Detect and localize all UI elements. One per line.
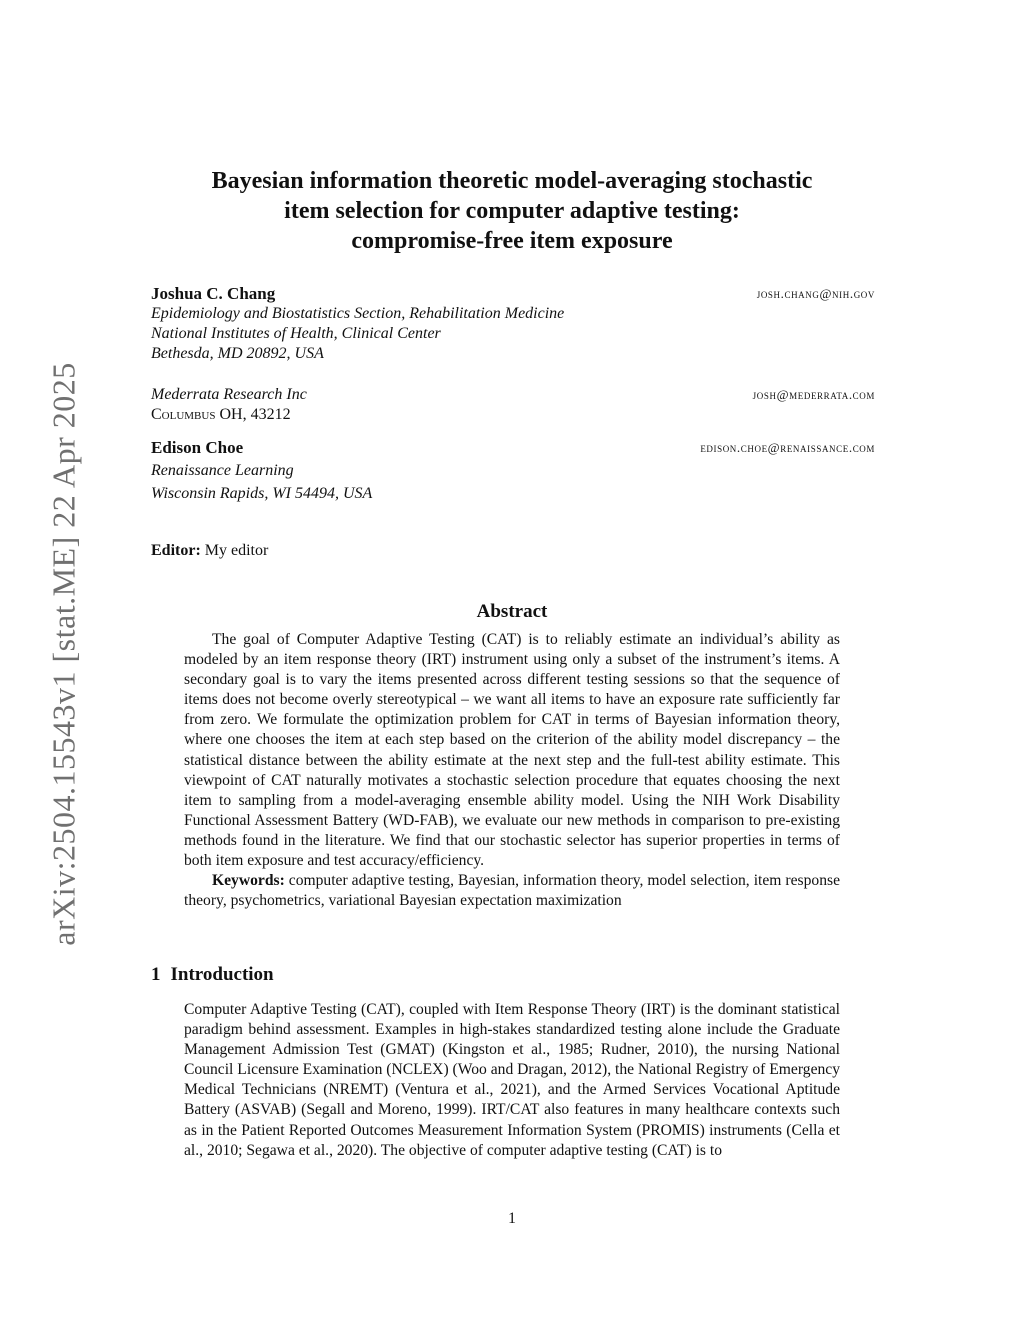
author-affiliation: National Institutes of Health, Clinical Center: [151, 325, 441, 342]
abstract-heading: Abstract: [476, 601, 548, 622]
author-address: [151, 405, 291, 425]
keywords: [184, 871, 840, 911]
author-name: Edison Choe: [151, 438, 244, 457]
paper-title: [140, 166, 884, 256]
author-address: Wisconsin Rapids, WI 54494, USA: [151, 485, 373, 502]
author-affiliation: Mederrata Research Inc: [151, 386, 307, 403]
keywords-label: Keywords:: [212, 872, 285, 890]
author-name: Joshua C. Chang: [151, 284, 276, 303]
title-line-2: item selection for computer adaptive testing:: [284, 198, 740, 224]
author-affiliation: Epidemiology and Biostatistics Section, Rehabilitation Medicine: [151, 305, 565, 322]
author-email[interactable]: josh.chang@nih.gov: [756, 286, 875, 301]
editor-label: Editor:: [151, 542, 201, 559]
section-title: Introduction: [170, 964, 274, 985]
abstract-body: [184, 630, 840, 911]
introduction-text: Computer Adaptive Testing (CAT), coupled with Item Response Theory (IRT) is the dominant statistical paradigm behind assessment. Examples in high-stakes standardized testing alone include the Graduate Management Admission Test (GMAT) (Kingston et al., 1985; Rudner, 2010), the nursing National Council Licensure Examination (NCLEX) (Woo and Dragan, 2012), the National Registry of Emergency Medical Technicians (NREMT) (Ventura et al., 2021), and the Armed Services Vocational Aptitude Battery (ASVAB) (Segall and Moreno, 1999). IRT/CAT also features in many healthcare contexts such as in the Patient Reported Outcomes Measurement Information System (PROMIS) instruments (Cella et al., 2010; Segawa et al., 2020). The objective of computer adaptive testing (CAT) is to: [184, 1001, 840, 1159]
title-line-3: compromise-free item exposure: [351, 228, 673, 254]
address-rest: OH, 43212: [215, 406, 291, 423]
author-block-2: [151, 436, 875, 505]
author-email[interactable]: josh@mederrata.com: [752, 387, 875, 402]
title-line-1: Bayesian information theoretic model-averaging stochastic: [211, 168, 813, 194]
author-block-1: [151, 284, 875, 364]
author-affiliation: Renaissance Learning: [151, 462, 294, 479]
section-number: 1: [151, 964, 161, 985]
editor-line: [151, 542, 268, 560]
keywords-text: computer adaptive testing, Bayesian, information theory, model selection, item response theory, psychometrics, variational Bayesian expectation maximization: [184, 872, 840, 910]
arxiv-identifier: arXiv:2504.15543v1 [stat.ME] 22 Apr 2025: [45, 362, 82, 946]
abstract-text: The goal of Computer Adaptive Testing (CAT) is to reliably estimate an individual’s ability as modeled by an item response theory (IRT) instrument using only a subset of the instrument’s items. A secondary goal is to vary the items presented across different testing sessions so that the sequence of items does not become overly stereotypical – we want all items to have an exposure rate sufficiently far from zero. We formulate the optimization problem for CAT in terms of Bayesian information theory, where one chooses the item at each step based on the criterion of the ability model discrepancy – the statistical distance between the ability estimate at the next step and the full-test ability estimate. This viewpoint of CAT naturally motivates a stochastic selection procedure that equates choosing the next item to sampling from a model-averaging ensemble ability model. Using the NIH Work Disability Functional Assessment Battery (WD-FAB), we evaluate our new methods in comparison to pre-existing methods found in the literature. We find that our stochastic selector has superior properties in terms of both item exposure and test accuracy/efficiency.: [184, 631, 840, 870]
author-address: Bethesda, MD 20892, USA: [151, 345, 324, 362]
author-block-1-org2: [151, 385, 875, 425]
section-heading-introduction: [151, 964, 274, 986]
editor-value: My editor: [204, 542, 269, 559]
address-city: Columbus: [151, 406, 216, 423]
introduction-body: [184, 1000, 840, 1161]
author-email[interactable]: edison.choe@renaissance.com: [700, 440, 875, 455]
page-number: 1: [508, 1210, 516, 1227]
